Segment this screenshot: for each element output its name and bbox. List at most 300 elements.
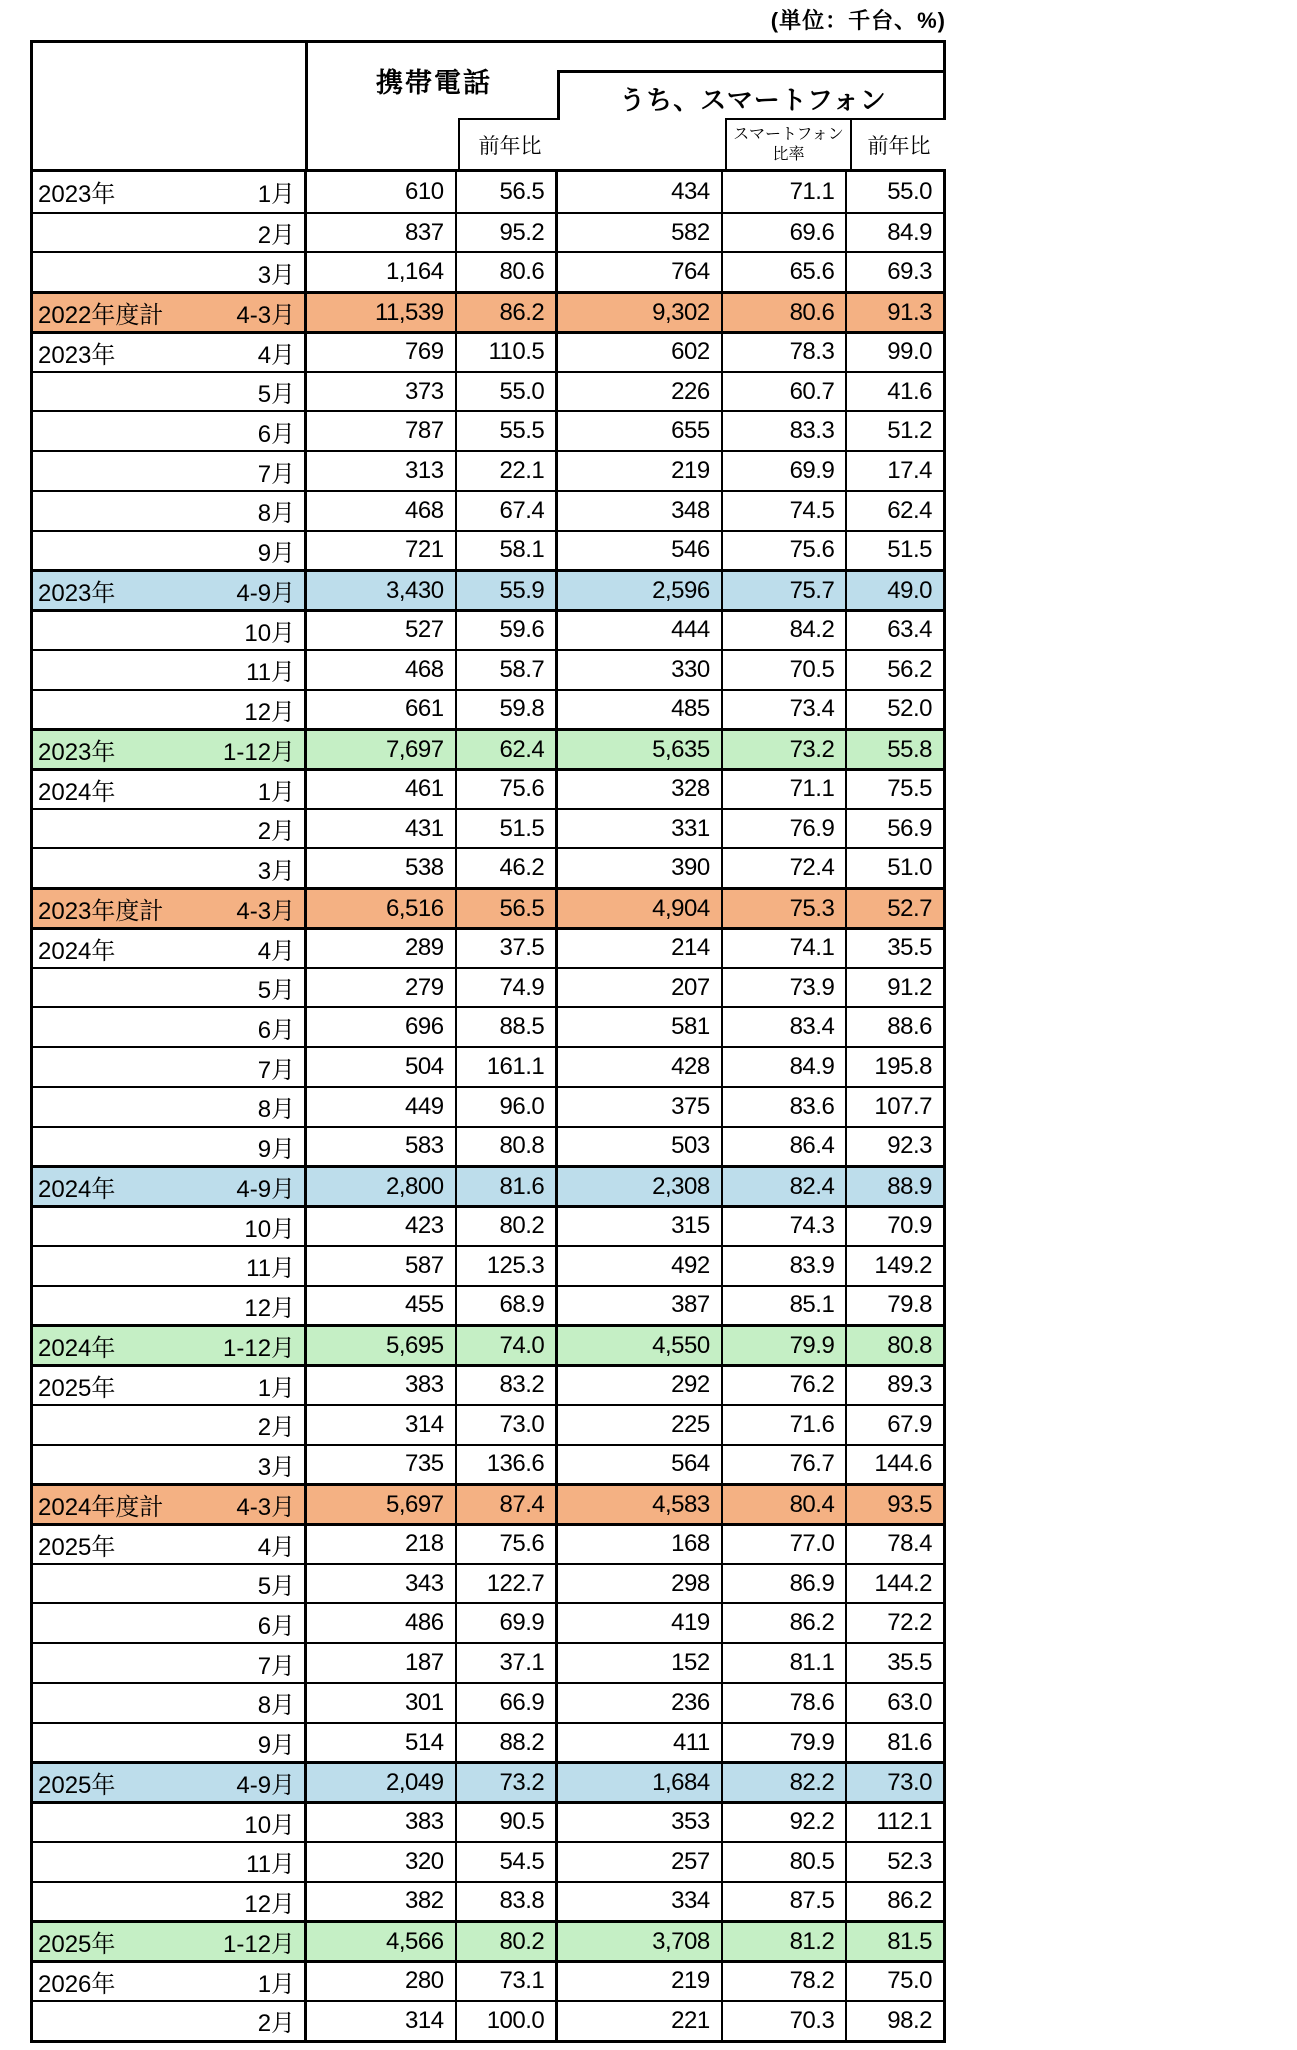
phone-yoy-value: 88.2	[457, 1724, 559, 1762]
phone-yoy-value: 37.1	[457, 1644, 559, 1682]
table-row	[33, 1801, 943, 1841]
month-label: 7月	[257, 1056, 296, 1084]
header-phone-yoy: 前年比	[458, 118, 560, 169]
month-label: 3月	[257, 1453, 296, 1481]
month-label: 12月	[244, 1294, 296, 1322]
smartphone-ratio-value: 84.2	[723, 612, 848, 649]
period-cell	[33, 969, 307, 1007]
phone-yoy-value: 56.5	[457, 172, 559, 212]
smartphone-units-value: 434	[558, 172, 722, 212]
month-label: 10月	[244, 619, 296, 647]
phone-yoy-value: 73.0	[457, 1406, 559, 1444]
smartphone-ratio-value: 73.4	[723, 691, 848, 729]
month-label: 10月	[244, 1215, 296, 1243]
month-label: 1-12月	[223, 1931, 296, 1959]
phone-units-value: 218	[307, 1526, 457, 1563]
smartphone-yoy-value: 89.3	[887, 1371, 932, 1399]
month-label: 3月	[257, 857, 296, 885]
smartphone-ratio-value: 74.1	[723, 930, 848, 967]
period-cell	[33, 731, 307, 768]
phone-units-value: 2,800	[307, 1168, 457, 1205]
smartphone-ratio-value: 69.9	[723, 452, 848, 490]
smartphone-yoy-value: 35.5	[887, 934, 932, 962]
phone-yoy-value: 69.9	[457, 1604, 559, 1642]
period-cell	[33, 930, 307, 967]
smartphone-yoy-value: 69.3	[887, 258, 932, 286]
table-row	[33, 172, 943, 212]
table-row	[33, 1285, 943, 1325]
smartphone-yoy-value: 88.9	[887, 1172, 932, 1200]
phone-units-value: 661	[307, 691, 457, 729]
smartphone-units-value: 225	[558, 1406, 722, 1444]
period-cell	[33, 1684, 307, 1722]
month-label: 1月	[257, 778, 296, 806]
smartphone-units-value: 602	[558, 334, 722, 371]
smartphone-yoy-value: 72.2	[887, 1609, 932, 1637]
phone-units-value: 301	[307, 1684, 457, 1722]
phone-units-value: 837	[307, 214, 457, 252]
smartphone-units-value: 4,904	[558, 890, 722, 927]
period-cell	[33, 294, 307, 331]
smartphone-yoy-value: 75.0	[887, 1967, 932, 1995]
table-row	[33, 1006, 943, 1046]
table-row	[33, 530, 943, 570]
year-label: 2025年	[38, 1533, 116, 1561]
smartphone-ratio-value: 71.1	[723, 771, 848, 808]
month-label: 4-9月	[236, 1772, 296, 1800]
phone-units-value: 289	[307, 930, 457, 967]
table-row	[33, 1960, 943, 2000]
phone-yoy-value: 55.5	[457, 412, 559, 450]
phone-yoy-value: 83.2	[457, 1367, 559, 1404]
table-row	[33, 967, 943, 1007]
month-label: 3月	[257, 261, 296, 289]
smartphone-yoy-value: 144.6	[874, 1450, 932, 1478]
period-cell	[33, 890, 307, 927]
month-label: 9月	[257, 1135, 296, 1163]
phone-units-value: 4,566	[307, 1923, 457, 1960]
phone-yoy-value: 74.9	[457, 969, 559, 1007]
phone-yoy-value: 67.4	[457, 492, 559, 530]
table-body	[30, 172, 946, 2043]
smartphone-yoy-value: 80.8	[887, 1331, 932, 1359]
month-label: 4-9月	[236, 1176, 296, 1204]
month-label: 4-3月	[236, 302, 296, 330]
period-cell	[33, 1764, 307, 1801]
smartphone-units-value: 236	[558, 1684, 722, 1722]
month-label: 4-3月	[236, 898, 296, 926]
phone-yoy-value: 55.0	[457, 373, 559, 411]
smartphone-units-value: 348	[558, 492, 722, 530]
table-row	[33, 1722, 943, 1762]
year-label: 2023年	[38, 181, 116, 209]
smartphone-ratio-value: 75.3	[723, 890, 848, 927]
smartphone-ratio-value: 75.6	[723, 532, 848, 570]
year-label: 2024年	[38, 937, 116, 965]
phone-units-value: 504	[307, 1048, 457, 1086]
month-label: 5月	[257, 977, 296, 1005]
smartphone-units-value: 292	[558, 1367, 722, 1404]
table-row	[33, 689, 943, 729]
smartphone-yoy-value: 91.2	[887, 973, 932, 1001]
smartphone-yoy-value: 93.5	[887, 1490, 932, 1518]
table-row	[33, 212, 943, 252]
period-cell	[33, 1963, 307, 2000]
smartphone-ratio-value: 92.2	[723, 1804, 848, 1841]
period-cell	[33, 1565, 307, 1603]
phone-units-value: 280	[307, 1963, 457, 2000]
smartphone-yoy-value: 88.6	[887, 1013, 932, 1041]
smartphone-yoy-value: 99.0	[887, 338, 932, 366]
month-label: 4-3月	[236, 1494, 296, 1522]
phone-units-value: 279	[307, 969, 457, 1007]
table-row	[33, 1841, 943, 1881]
smartphone-yoy-value: 78.4	[887, 1530, 932, 1558]
phone-units-value: 455	[307, 1287, 457, 1325]
smartphone-ratio-value: 72.4	[723, 849, 848, 887]
period-cell	[33, 1804, 307, 1841]
unit-label: (単位：千台、%)	[770, 8, 946, 33]
period-cell	[33, 1604, 307, 1642]
phone-units-value: 314	[307, 1406, 457, 1444]
smartphone-yoy-value: 55.8	[887, 735, 932, 763]
smartphone-yoy-value: 84.9	[887, 218, 932, 246]
period-cell	[33, 214, 307, 252]
header-smartphone-ratio-line2: 比率	[772, 145, 805, 163]
smartphone-yoy-value: 81.6	[887, 1728, 932, 1756]
smartphone-units-value: 221	[558, 2002, 722, 2040]
period-cell	[33, 810, 307, 848]
smartphone-yoy-value: 41.6	[887, 377, 932, 405]
smartphone-ratio-value: 84.9	[723, 1048, 848, 1086]
year-label: 2024年	[38, 778, 116, 806]
period-cell	[33, 532, 307, 570]
smartphone-ratio-value: 77.0	[723, 1526, 848, 1563]
smartphone-units-value: 390	[558, 849, 722, 887]
phone-units-value: 449	[307, 1088, 457, 1126]
table-row	[33, 1205, 943, 1245]
phone-units-value: 461	[307, 771, 457, 808]
phone-units-value: 7,697	[307, 731, 457, 768]
smartphone-yoy-value: 52.7	[887, 894, 932, 922]
table-row	[33, 847, 943, 887]
phone-yoy-value: 73.2	[457, 1764, 559, 1801]
period-cell	[33, 1208, 307, 1245]
year-label: 2026年	[38, 1970, 116, 1998]
smartphone-ratio-value: 83.4	[723, 1008, 848, 1046]
phone-units-value: 468	[307, 492, 457, 530]
phone-yoy-value: 73.1	[457, 1963, 559, 2000]
smartphone-yoy-value: 52.3	[887, 1847, 932, 1875]
phone-yoy-value: 68.9	[457, 1287, 559, 1325]
smartphone-ratio-value: 81.1	[723, 1644, 848, 1682]
phone-units-value: 1,164	[307, 253, 457, 291]
table-row-total	[33, 887, 943, 927]
smartphone-yoy-value: 51.5	[887, 536, 932, 564]
smartphone-yoy-value: 35.5	[887, 1649, 932, 1677]
phone-units-value: 5,695	[307, 1327, 457, 1364]
phone-yoy-value: 80.8	[457, 1128, 559, 1166]
smartphone-units-value: 207	[558, 969, 722, 1007]
month-label: 2月	[257, 1414, 296, 1442]
phone-yoy-value: 66.9	[457, 1684, 559, 1722]
smartphone-yoy-value: 56.9	[887, 814, 932, 842]
month-label: 1-12月	[223, 1335, 296, 1363]
smartphone-units-value: 1,684	[558, 1764, 722, 1801]
period-cell	[33, 691, 307, 729]
smartphone-yoy-value: 75.5	[887, 775, 932, 803]
smartphone-units-value: 581	[558, 1008, 722, 1046]
smartphone-ratio-value: 79.9	[723, 1327, 848, 1364]
smartphone-units-value: 492	[558, 1247, 722, 1285]
phone-yoy-value: 51.5	[457, 810, 559, 848]
phone-yoy-value: 86.2	[457, 294, 559, 331]
smartphone-units-value: 764	[558, 253, 722, 291]
month-label: 1月	[257, 1374, 296, 1402]
smartphone-yoy-value: 49.0	[887, 576, 932, 604]
smartphone-ratio-value: 82.2	[723, 1764, 848, 1801]
table-row	[33, 1364, 943, 1404]
smartphone-ratio-value: 73.9	[723, 969, 848, 1007]
table-row	[33, 768, 943, 808]
smartphone-ratio-value: 87.5	[723, 1883, 848, 1921]
year-label: 2022年度計	[38, 302, 164, 330]
phone-yoy-value: 122.7	[457, 1565, 559, 1603]
smartphone-units-value: 411	[558, 1724, 722, 1762]
period-cell	[33, 1128, 307, 1166]
phone-yoy-value: 59.6	[457, 612, 559, 649]
table-row	[33, 1602, 943, 1642]
smartphone-units-value: 564	[558, 1446, 722, 1484]
phone-yoy-value: 55.9	[457, 572, 559, 609]
period-cell	[33, 1526, 307, 1563]
phone-units-value: 382	[307, 1883, 457, 1921]
smartphone-ratio-value: 78.3	[723, 334, 848, 371]
smartphone-units-value: 334	[558, 1883, 722, 1921]
phone-yoy-value: 95.2	[457, 214, 559, 252]
smartphone-ratio-value: 83.6	[723, 1088, 848, 1126]
table-row	[33, 490, 943, 530]
phone-units-value: 2,049	[307, 1764, 457, 1801]
smartphone-ratio-value: 86.9	[723, 1565, 848, 1603]
period-cell	[33, 1883, 307, 1921]
phone-yoy-value: 90.5	[457, 1804, 559, 1841]
year-label: 2023年	[38, 341, 116, 369]
smartphone-ratio-value: 76.7	[723, 1446, 848, 1484]
month-label: 12月	[244, 698, 296, 726]
phone-yoy-value: 80.2	[457, 1923, 559, 1960]
smartphone-ratio-value: 80.4	[723, 1486, 848, 1523]
smartphone-units-value: 582	[558, 214, 722, 252]
period-cell	[33, 1486, 307, 1523]
smartphone-yoy-value: 149.2	[874, 1251, 932, 1279]
month-label: 11月	[246, 1851, 296, 1879]
smartphone-yoy-value: 98.2	[887, 2006, 932, 2034]
period-cell	[33, 1843, 307, 1881]
smartphone-yoy-value: 63.0	[887, 1688, 932, 1716]
year-label: 2024年度計	[38, 1494, 164, 1522]
table-row	[33, 1444, 943, 1484]
month-label: 12月	[244, 1890, 296, 1918]
phone-units-value: 431	[307, 810, 457, 848]
smartphone-ratio-value: 60.7	[723, 373, 848, 411]
table-row	[33, 1642, 943, 1682]
period-cell	[33, 651, 307, 689]
smartphone-yoy-value: 62.4	[887, 496, 932, 524]
smartphone-ratio-value: 70.3	[723, 2002, 848, 2040]
phone-units-value: 696	[307, 1008, 457, 1046]
month-label: 8月	[257, 500, 296, 528]
smartphone-ratio-value: 81.2	[723, 1923, 848, 1960]
smartphone-units-value: 330	[558, 651, 722, 689]
smartphone-ratio-value: 78.6	[723, 1684, 848, 1722]
month-label: 4月	[257, 341, 296, 369]
smartphone-units-value: 315	[558, 1208, 722, 1245]
table-row-total	[33, 1165, 943, 1205]
smartphone-units-value: 5,635	[558, 731, 722, 768]
period-cell	[33, 172, 307, 212]
smartphone-units-value: 375	[558, 1088, 722, 1126]
year-label: 2024年	[38, 1176, 116, 1204]
month-label: 2月	[257, 818, 296, 846]
month-label: 1月	[257, 181, 296, 209]
phone-units-value: 314	[307, 2002, 457, 2040]
smartphone-yoy-value: 144.2	[874, 1569, 932, 1597]
header-period-cell	[33, 43, 308, 169]
phone-yoy-value: 62.4	[457, 731, 559, 768]
phone-units-value: 343	[307, 1565, 457, 1603]
smartphone-units-value: 298	[558, 1565, 722, 1603]
table-row	[33, 331, 943, 371]
smartphone-units-value: 2,596	[558, 572, 722, 609]
table-row	[33, 1086, 943, 1126]
header-mobile-phone-group: 携帯電話	[376, 68, 492, 98]
phone-units-value: 6,516	[307, 890, 457, 927]
smartphone-units-value: 152	[558, 1644, 722, 1682]
month-label: 4-9月	[236, 580, 296, 608]
phone-units-value: 610	[307, 172, 457, 212]
smartphone-units-value: 328	[558, 771, 722, 808]
smartphone-units-value: 168	[558, 1526, 722, 1563]
table-row-total	[33, 1920, 943, 1960]
smartphone-yoy-value: 67.9	[887, 1410, 932, 1438]
phone-units-value: 373	[307, 373, 457, 411]
table-row	[33, 1563, 943, 1603]
month-label: 6月	[257, 420, 296, 448]
phone-yoy-value: 83.8	[457, 1883, 559, 1921]
phone-units-value: 769	[307, 334, 457, 371]
smartphone-ratio-value: 85.1	[723, 1287, 848, 1325]
table-row	[33, 1404, 943, 1444]
header-smartphone-ratio-line1: スマートフォン	[733, 125, 844, 143]
month-label: 6月	[257, 1016, 296, 1044]
smartphone-yoy-value: 52.0	[887, 695, 932, 723]
phone-units-value: 486	[307, 1604, 457, 1642]
phone-yoy-value: 81.6	[457, 1168, 559, 1205]
table-row-total	[33, 1324, 943, 1364]
phone-yoy-value: 56.5	[457, 890, 559, 927]
table-row	[33, 1245, 943, 1285]
table-row-total	[33, 1761, 943, 1801]
smartphone-ratio-value: 74.3	[723, 1208, 848, 1245]
smartphone-yoy-value: 70.9	[887, 1212, 932, 1240]
smartphone-ratio-value: 69.6	[723, 214, 848, 252]
year-label: 2025年	[38, 1772, 116, 1800]
month-label: 4月	[257, 937, 296, 965]
phone-units-value: 313	[307, 452, 457, 490]
smartphone-units-value: 2,308	[558, 1168, 722, 1205]
period-cell	[33, 1923, 307, 1960]
phone-units-value: 587	[307, 1247, 457, 1285]
smartphone-yoy-value: 195.8	[874, 1053, 932, 1081]
period-cell	[33, 1724, 307, 1762]
period-cell	[33, 334, 307, 371]
period-cell	[33, 1446, 307, 1484]
phone-yoy-value: 110.5	[457, 334, 559, 371]
header-smartphone-group: うち、スマートフォン	[557, 70, 946, 169]
smartphone-ratio-value: 83.9	[723, 1247, 848, 1285]
period-cell	[33, 1327, 307, 1364]
period-cell	[33, 1287, 307, 1325]
month-label: 2月	[257, 2010, 296, 2038]
phone-yoy-value: 59.8	[457, 691, 559, 729]
phone-yoy-value: 88.5	[457, 1008, 559, 1046]
smartphone-ratio-value: 82.4	[723, 1168, 848, 1205]
smartphone-ratio-value: 80.6	[723, 294, 848, 331]
smartphone-units-value: 353	[558, 1804, 722, 1841]
table-row	[33, 410, 943, 450]
smartphone-yoy-value: 51.0	[887, 854, 932, 882]
phone-yoy-value: 80.6	[457, 253, 559, 291]
smartphone-yoy-value: 86.2	[887, 1887, 932, 1915]
table-row	[33, 1682, 943, 1722]
phone-units-value: 320	[307, 1843, 457, 1881]
phone-yoy-value: 87.4	[457, 1486, 559, 1523]
smartphone-ratio-value: 83.3	[723, 412, 848, 450]
smartphone-units-value: 214	[558, 930, 722, 967]
year-label: 2023年	[38, 580, 116, 608]
smartphone-ratio-value: 86.4	[723, 1128, 848, 1166]
smartphone-yoy-value: 81.5	[887, 1927, 932, 1955]
phone-units-value: 5,697	[307, 1486, 457, 1523]
smartphone-ratio-value: 79.9	[723, 1724, 848, 1762]
month-label: 4月	[257, 1533, 296, 1561]
smartphone-ratio-value: 75.7	[723, 572, 848, 609]
phone-units-value: 721	[307, 532, 457, 570]
period-cell	[33, 1367, 307, 1404]
smartphone-yoy-value: 17.4	[887, 457, 932, 484]
smartphone-ratio-value: 70.5	[723, 651, 848, 689]
period-cell	[33, 849, 307, 887]
shipment-table	[30, 40, 946, 2043]
month-label: 2月	[257, 222, 296, 250]
smartphone-units-value: 485	[558, 691, 722, 729]
smartphone-ratio-value: 78.2	[723, 1963, 848, 2000]
month-label: 7月	[257, 1652, 296, 1680]
smartphone-yoy-value: 73.0	[887, 1768, 932, 1796]
month-label: 7月	[257, 460, 296, 488]
smartphone-ratio-value: 71.6	[723, 1406, 848, 1444]
table-row	[33, 251, 943, 291]
table-row	[33, 609, 943, 649]
year-label: 2023年度計	[38, 898, 164, 926]
table-row-total	[33, 569, 943, 609]
month-label: 5月	[257, 381, 296, 409]
period-cell	[33, 572, 307, 609]
month-label: 8月	[257, 1692, 296, 1720]
phone-yoy-value: 161.1	[457, 1048, 559, 1086]
table-row	[33, 808, 943, 848]
